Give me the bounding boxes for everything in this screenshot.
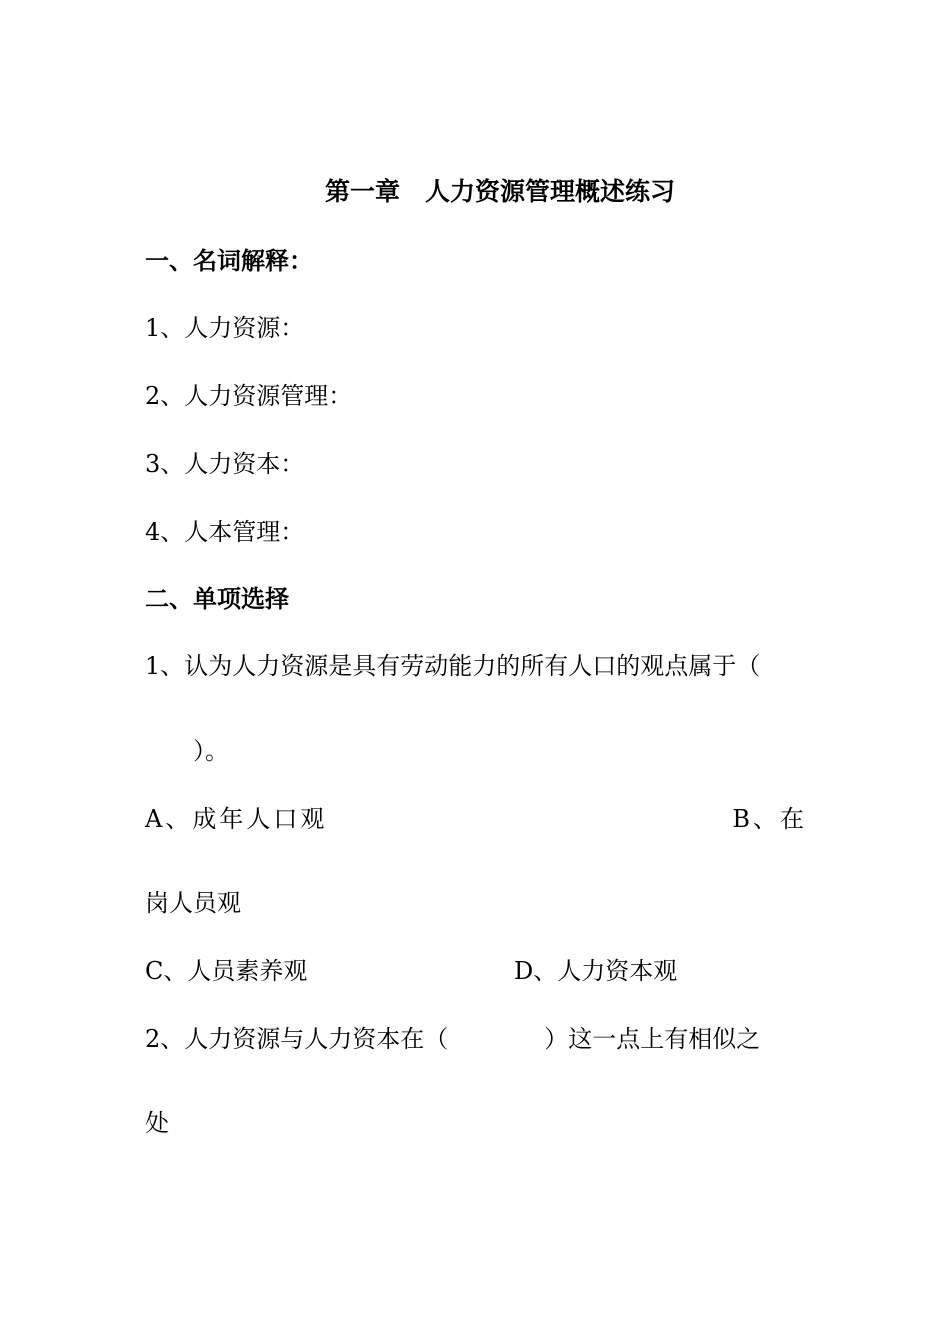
term-item-4: 4、人本管理： (145, 518, 305, 546)
term-item-1: 1、人力资源： (145, 314, 305, 342)
page-title: 第一章 人力资源管理概述练习 (324, 177, 675, 206)
term-item-2: 2、人力资源管理： (145, 382, 353, 410)
question-1-line-2: ）。 (193, 737, 229, 765)
option-b-start: B、在 (732, 805, 807, 833)
option-d: D、人力资本观 (514, 957, 678, 985)
option-b-continued: 岗人员观 (145, 889, 241, 917)
option-c: C、人员素养观 (145, 957, 308, 985)
question-2-line-2: 处 (145, 1109, 169, 1137)
term-item-3: 3、人力资本： (145, 450, 305, 478)
question-2-line-1: 2、人力资源与人力资本在（ ）这一点上有相似之 (145, 1025, 761, 1053)
section-heading-terms: 一、名词解释： (145, 247, 313, 275)
section-heading-single-choice: 二、单项选择 (145, 585, 289, 613)
option-a: A、成年人口观 (145, 805, 328, 833)
question-1-line-1: 1、认为人力资源是具有劳动能力的所有人口的观点属于（ (145, 652, 761, 680)
